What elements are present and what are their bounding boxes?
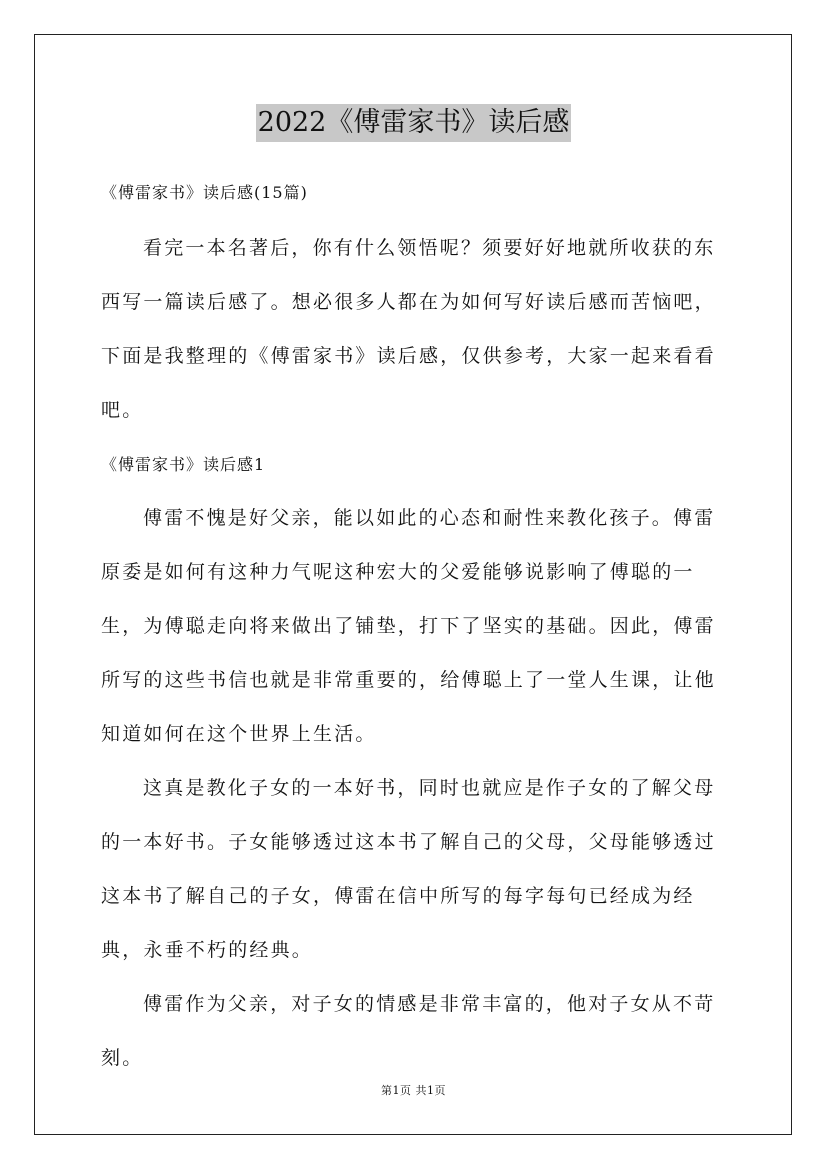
section-heading-1: 《傅雷家书》读后感1 — [101, 455, 266, 474]
body-paragraph-3: 傅雷作为父亲，对子女的情感是非常丰富的，他对子女从不苛刻。 — [101, 993, 716, 1069]
document-subtitle: 《傅雷家书》读后感(15篇) — [101, 183, 308, 202]
intro-paragraph: 看完一本名著后，你有什么领悟呢？须要好好地就所收获的东西写一篇读后感了。想必很多人都在为如何写好读后感而苦恼吧，下面是我整理的《傅雷家书》读后感，仅供参考，大家一起来看看吧。 — [101, 237, 716, 421]
body-paragraph-1: 傅雷不愧是好父亲，能以如此的心态和耐性来教化孩子。傅雷原委是如何有这种力气呢这种宏大的父爱能够说影响了傅聪的一生，为傅聪走向将来做出了铺垫，打下了坚实的基础。因此，傅雷所写的这些书信也就是非常重要的，给傅聪上了一堂人生课，让他知道如何在这个世界上生活。 — [101, 507, 716, 745]
title-container — [0, 104, 827, 142]
page-number-footer: 第1页 共1页 — [381, 1084, 446, 1097]
body-paragraph-2: 这真是教化子女的一本好书，同时也就应是作子女的了解父母的一本好书。子女能够透过这本书了解自己的父母，父母能够透过这本书了解自己的子女，傅雷在信中所写的每字每句已经成为经典，永垂不朽的经典。 — [101, 777, 716, 961]
document-title: 2022《傅雷家书》读后感 — [256, 104, 572, 142]
